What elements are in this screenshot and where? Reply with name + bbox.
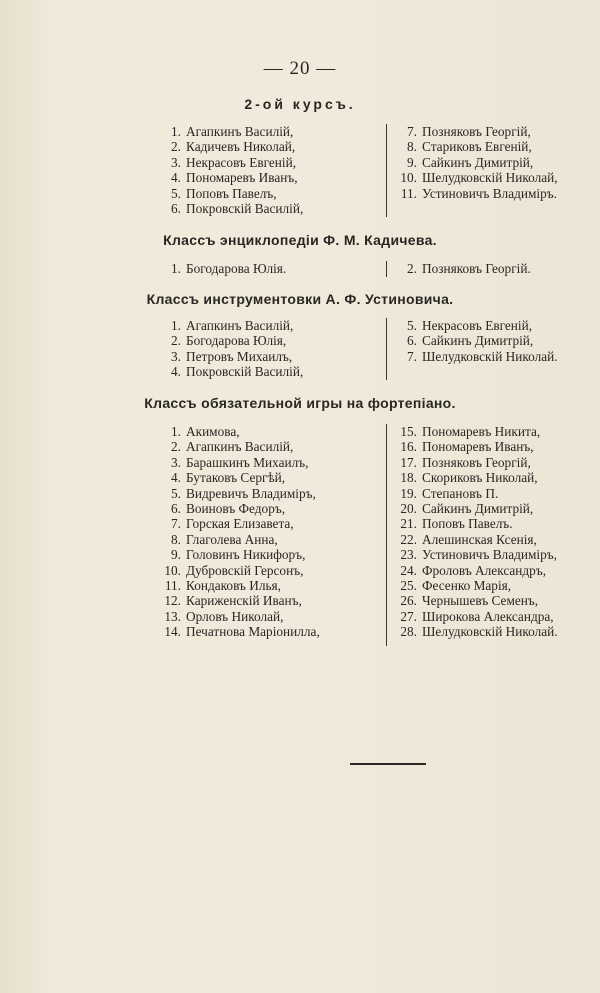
right-column (395, 124, 600, 201)
list-item: 27. Широкова Александра, (400, 608, 554, 624)
list-item: 13. Орловъ Николай, (164, 608, 284, 624)
list-item: 22. Алешинская Ксенія, (400, 531, 537, 547)
list-item: 2. Богодарова Юлія, (171, 333, 287, 349)
list-item: 11. Кондаковъ Илья, (164, 577, 281, 593)
list-item: 3. Барашкинъ Михаилъ, (171, 454, 309, 470)
list-item: 7. Горская Елизавета, (171, 516, 294, 532)
list-item: 3. Петровъ Михаилъ, (171, 348, 293, 364)
left-column (150, 124, 382, 216)
list-item: 19. Степановъ П. (400, 485, 499, 501)
list-item: 18. Скориковъ Николай, (400, 470, 538, 486)
list-item: 20. Сайкинъ Димитрій, (400, 500, 534, 516)
left-column (150, 424, 382, 639)
list-item: 7. Шелудковскій Николай. (407, 348, 558, 364)
column-divider (386, 261, 387, 277)
list-item: 8. Глаголева Анна, (171, 531, 278, 547)
list-item: 9. Сайкинъ Димитрій, (407, 154, 534, 170)
list-item: 7. Позняковъ Георгій, (407, 124, 531, 139)
left-column (150, 318, 382, 380)
closing-rule (350, 763, 426, 765)
list-item: 5. Поповъ Павелъ, (171, 185, 277, 201)
list-item: 5. Видревичъ Владиміръ, (171, 485, 316, 501)
list-item: 6. Воиновъ Федоръ, (171, 500, 286, 516)
list-item: 2. Позняковъ Георгій. (407, 261, 531, 276)
list-item: 25. Фесенко Марія, (400, 577, 512, 593)
column-divider (386, 318, 387, 380)
list-item: 1. Акимова, (171, 424, 240, 439)
column-divider (386, 424, 387, 646)
list-item: 28. Шелудковскій Николай. (400, 624, 558, 640)
right-column (395, 318, 600, 364)
list-item: 10. Дубровскій Герсонъ, (164, 562, 304, 578)
list-item: 10. Шелудковскій Николай, (400, 170, 558, 186)
page-number: — 20 — (263, 58, 337, 79)
list-item: 4. Покровскій Василій, (171, 364, 304, 380)
list-item: 1. Агапкинъ Василій, (171, 318, 294, 333)
section-title-encyclopedia-class: Классъ энциклопедіи Ф. М. Кадичева. (163, 232, 437, 248)
section-title-second-course: 2-ой курсъ. (244, 96, 356, 112)
list-item: 5. Некрасовъ Евгеній, (407, 318, 533, 333)
list-item: 24. Фроловъ Александръ, (400, 562, 547, 578)
list-item: 9. Головинъ Никифоръ, (171, 547, 306, 563)
list-item: 11. Устиновичъ Владиміръ. (400, 185, 557, 201)
list-item: 2. Кадичевъ Николай, (171, 139, 296, 155)
left-column (150, 261, 382, 276)
list-item: 12. Кариженскій Иванъ, (164, 593, 302, 609)
list-item: 1. Агапкинъ Василій, (171, 124, 294, 139)
list-item: 4. Пономаревъ Иванъ, (171, 170, 298, 186)
section-title-piano-class: Классъ обязательной игры на фортепіано. (144, 395, 456, 411)
list-item: 17. Позняковъ Георгій, (400, 454, 531, 470)
list-item: 2. Агапкинъ Василій, (171, 439, 294, 455)
list-item: 8. Стариковъ Евгеній, (407, 139, 532, 155)
right-column (395, 424, 600, 639)
list-item: 1. Богодарова Юлія. (171, 261, 287, 276)
list-item: 21. Поповъ Павелъ. (400, 516, 513, 532)
column-divider (386, 124, 387, 217)
list-item: 14. Печатнова Маріонилла, (164, 624, 320, 640)
section-title-instrumentation-class: Классъ инструментовки А. Ф. Устиновича. (146, 291, 454, 307)
list-item: 15. Пономаревъ Никита, (400, 424, 541, 439)
list-item: 23. Устиновичъ Владиміръ, (400, 547, 557, 563)
list-item: 16. Пономаревъ Иванъ, (400, 439, 534, 455)
right-column (395, 261, 600, 276)
list-item: 26. Чернышевъ Семенъ, (400, 593, 539, 609)
list-item: 6. Покровскій Василій, (171, 200, 304, 216)
list-item: 3. Некрасовъ Евгеній, (171, 154, 297, 170)
list-item: 4. Бутаковъ Сергѣй, (171, 470, 286, 486)
list-item: 6. Сайкинъ Димитрій, (407, 333, 534, 349)
